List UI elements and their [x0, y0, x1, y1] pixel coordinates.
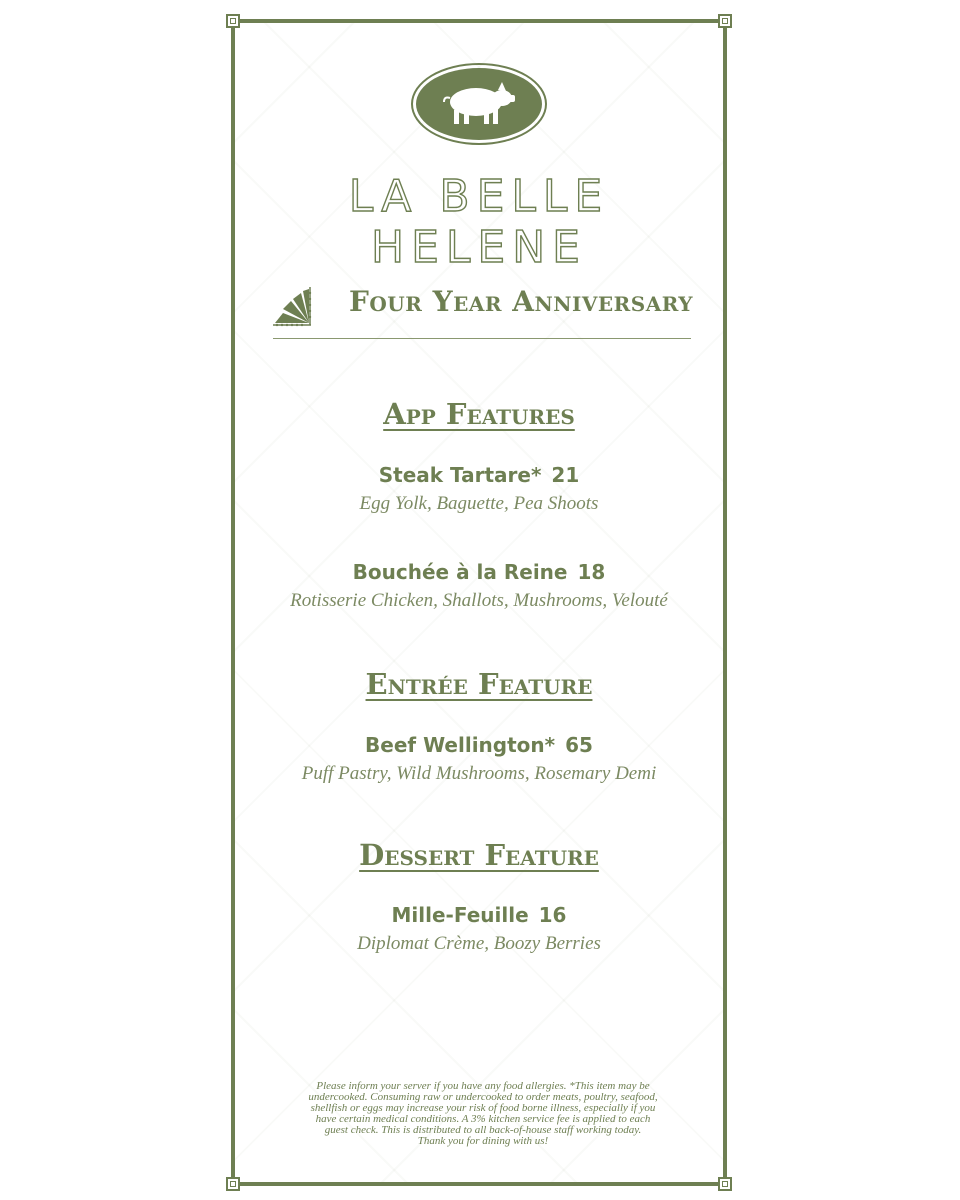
item-description: Diplomat Crème, Boozy Berries: [357, 933, 601, 954]
menu-item: [235, 560, 723, 612]
divider: [273, 338, 691, 339]
disclaimer-line: shellfish or eggs may increase your risk of food borne illness, especially if you: [310, 1102, 656, 1114]
item-description: Egg Yolk, Baguette, Pea Shoots: [359, 493, 599, 514]
art-deco-fan-icon: [273, 287, 313, 327]
logo: [411, 63, 547, 145]
item-name-line: [235, 560, 723, 584]
pig-icon: [438, 80, 520, 128]
item-price: 18: [577, 560, 606, 584]
section-title-app-features: App Features: [383, 397, 575, 431]
disclaimer-line: undercooked. Consuming raw or undercooked to order meats, poultry, seafood,: [308, 1091, 658, 1103]
item-name-line: [235, 463, 723, 487]
section-title-dessert-feature: Dessert Feature: [359, 838, 599, 872]
disclaimer-line: Thank you for dining with us!: [417, 1135, 549, 1147]
corner-ornament-bottom-left: [226, 1177, 240, 1191]
item-name: Beef Wellington*: [365, 733, 556, 757]
item-name: Bouchée à la Reine: [352, 560, 568, 584]
allergy-disclaimer: [265, 1081, 701, 1147]
restaurant-name: LA BELLE HELENE: [348, 171, 610, 273]
menu-item: [235, 733, 723, 785]
corner-ornament-top-right: [718, 14, 732, 28]
item-description: Puff Pastry, Wild Mushrooms, Rosemary Demi: [301, 763, 657, 784]
item-name-line: [235, 903, 723, 927]
item-price: 65: [565, 733, 593, 757]
disclaimer-line: have certain medical conditions. A 3% kitchen service fee is applied to each: [315, 1113, 651, 1125]
item-name: Mille-Feuille: [391, 903, 529, 927]
item-price: 16: [538, 903, 567, 927]
corner-ornament-top-left: [226, 14, 240, 28]
disclaimer-line: guest check. This is distributed to all back-of-house staff working today.: [324, 1124, 642, 1136]
item-price: 21: [551, 463, 580, 487]
disclaimer-line: Please inform your server if you have any food allergies. *This item may be: [316, 1080, 650, 1092]
anniversary-title: Four Year Anniversary: [349, 285, 693, 318]
menu-item: [235, 463, 723, 515]
item-description: Rotisserie Chicken, Shallots, Mushrooms, Velouté: [290, 590, 668, 611]
item-name-line: [235, 733, 723, 757]
anniversary-header: [273, 281, 691, 329]
menu-item: [235, 903, 723, 955]
menu-card: [231, 19, 727, 1186]
section-title-entree-feature: Entrée Feature: [365, 667, 593, 701]
item-name: Steak Tartare*: [378, 463, 542, 487]
corner-ornament-bottom-right: [718, 1177, 732, 1191]
